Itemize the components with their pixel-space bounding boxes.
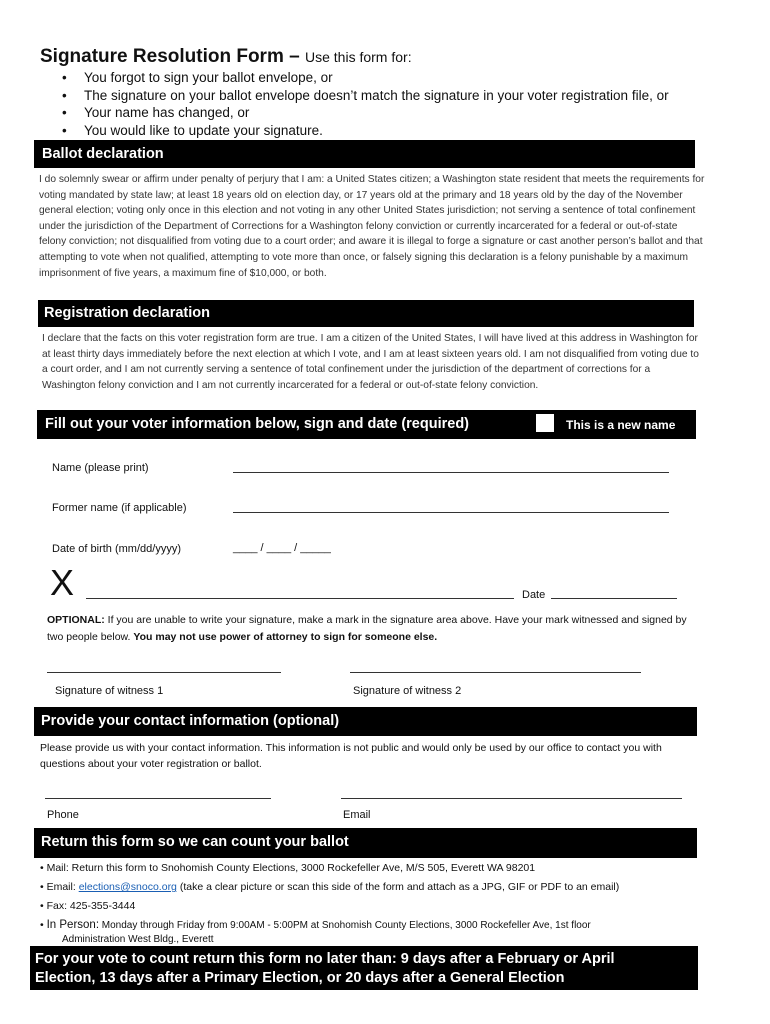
name-label: Name (please print)	[52, 462, 149, 474]
registration-declaration-text: I declare that the facts on this voter registration form are true. I am a citizen of the United States, I will have lived at this address in Washington for at least thirty days immediately before the next election at which I vote, and I am at least sixteen years old. I am not disqualified from voting due to a court order, and I am not currently serving a sentence of total confinement under the jurisdiction of the department of corrections for a Washington felony conviction and I am not currently incarcerated for a federal or out-of-state felony conviction.	[42, 333, 699, 391]
email-instructions: (take a clear picture or scan this side of the form and attach as a JPG, GIF or PDF to an email)	[176, 881, 620, 893]
witness2-signature-line[interactable]	[350, 672, 641, 673]
former-name-input-line[interactable]	[233, 512, 669, 513]
in-person-instructions: Monday through Friday from 9:00AM - 5:00PM at Snohomish County Elections, 3000 Rockefeller Ave, 1st floor	[99, 920, 591, 931]
return-form-heading: Return this form so we can count your ballot	[41, 834, 349, 850]
contact-info-heading: Provide your contact information (optional)	[41, 713, 340, 729]
in-person-label: In Person:	[46, 919, 100, 931]
return-method-in-person: • In Person: Monday through Friday from 9:00AM - 5:00PM at Snohomish County Elections, 3000 Rockefeller Ave, 1st floor	[40, 919, 591, 931]
phone-label: Phone	[47, 809, 79, 821]
in-person-address-line2: Administration West Bldg., Everett	[62, 934, 214, 945]
optional-text: If you are unable to write your signature, make a mark in the signature area above. Have your mark witnessed and signed by two people below.	[47, 614, 687, 643]
usage-bullet: • Your name has changed, or	[62, 104, 669, 122]
email-input-line[interactable]	[341, 798, 682, 799]
mail-instructions: Mail: Return this form to Snohomish County Elections, 3000 Rockefeller Ave, M/S 505, Everett WA 98201	[46, 862, 536, 874]
new-name-label: This is a new name	[566, 418, 676, 432]
ballot-declaration-header	[34, 140, 695, 168]
voter-info-header	[37, 410, 696, 439]
signature-x-mark: X	[50, 562, 75, 603]
voter-info-heading: Fill out your voter information below, sign and date (required)	[45, 416, 470, 432]
usage-bullet: • You would like to update your signature.	[62, 122, 669, 140]
email-label: Email	[343, 809, 371, 821]
dob-input-format[interactable]: ____ / ____ / _____	[233, 542, 331, 554]
optional-instructions	[47, 612, 697, 646]
new-name-checkbox[interactable]	[536, 414, 554, 432]
signature-input-line[interactable]	[86, 598, 514, 599]
ballot-declaration-heading: Ballot declaration	[42, 146, 164, 162]
deadline-banner	[30, 946, 698, 990]
former-name-label: Former name (if applicable)	[52, 502, 187, 514]
elections-email-link[interactable]: elections@snoco.org	[78, 881, 177, 893]
deadline-line-1: For your vote to count return this form no later than: 9 days after a February or April	[35, 951, 615, 967]
contact-info-text: Please provide us with your contact information. This information is not public and would only be used by our office to contact you with questions about your voter registration or ballot.	[40, 742, 662, 770]
form-title: Signature Resolution Form	[40, 46, 284, 67]
registration-declaration-heading: Registration declaration	[44, 305, 210, 321]
witness1-label: Signature of witness 1	[55, 685, 164, 697]
form-subtitle: Use this form for:	[305, 49, 412, 65]
return-method-mail: • Mail: Return this form to Snohomish County Elections, 3000 Rockefeller Ave, M/S 505, Everett WA 98201	[40, 862, 536, 874]
fax-number: Fax: 425-355-3444	[46, 900, 136, 912]
dob-label: Date of birth (mm/dd/yyyy)	[52, 543, 181, 555]
witness1-signature-line[interactable]	[47, 672, 281, 673]
contact-info-header	[34, 707, 697, 736]
usage-bullet: • You forgot to sign your ballot envelope, or	[62, 69, 669, 87]
ballot-declaration-text: I do solemnly swear or affirm under penalty of perjury that I am: a United States citizen; a Washington state resident that meets the requirements for voting mandated by state law; at least 18 years old on election day, or 17 years old at the primary and 18 years old by the day of the November general election; voting only once in this election and not voting in any other United States jurisdiction; not serving a sentence of total confinement under the jurisdiction of the Department of Corrections for a Washington felony conviction or currently incarcerated for a federal or out-of-state felony conviction; not disqualified from voting due to a court order; and aware it is illegal to forge a signature or cast another person’s ballot and that attempting to vote when not qualified, attempting to vote more than once, or falsely signing this declaration is a felony punishable by a maximum imprisonment of five years, a maximum fine of $10,000, or both.	[39, 174, 705, 279]
name-input-line[interactable]	[233, 472, 669, 473]
phone-input-line[interactable]	[45, 798, 271, 799]
title-dash: –	[289, 46, 300, 67]
witness2-label: Signature of witness 2	[353, 685, 462, 697]
power-of-attorney-notice: You may not use power of attorney to sign for someone else.	[133, 631, 438, 643]
deadline-line-2: Election, 13 days after a Primary Election, or 20 days after a General Election	[35, 970, 565, 986]
email-prefix: Email:	[46, 881, 79, 893]
date-label: Date	[522, 589, 546, 601]
usage-bullet-list	[62, 69, 669, 139]
return-method-fax: • Fax: 425-355-3444	[40, 900, 136, 912]
return-method-email: • Email: elections@snoco.org (take a clear picture or scan this side of the form and attach as a JPG, GIF or PDF to an email)	[40, 881, 620, 893]
page-title	[40, 46, 412, 68]
usage-bullet: • The signature on your ballot envelope doesn’t match the signature in your voter registration file, or	[62, 87, 669, 105]
date-input-line[interactable]	[551, 598, 677, 599]
return-methods-list	[40, 859, 619, 946]
optional-label: OPTIONAL:	[47, 614, 105, 626]
registration-declaration-header	[38, 300, 694, 327]
return-form-header	[34, 828, 697, 858]
